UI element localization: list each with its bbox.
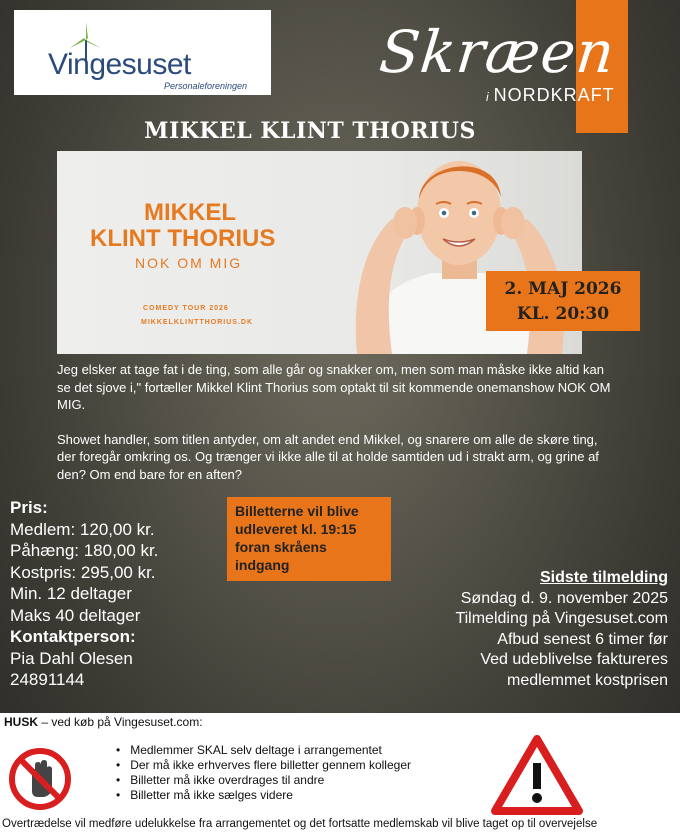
skraen-logo-subtitle (486, 85, 615, 106)
banner-line-3: NOK OM MIG (135, 255, 243, 271)
deadline-date: Søndag d. 9. november 2025 (460, 589, 668, 607)
event-date-box (486, 271, 640, 331)
banner-line-5: MIKKELKLINTTHORIUS.DK (141, 319, 253, 326)
skraen-logo-nordkraft: NORDKRAFT (493, 85, 615, 105)
cancel-info: Afbud senest 6 timer før (497, 630, 668, 648)
warning-icon (491, 735, 583, 815)
pricing-heading: Pris: (10, 498, 48, 517)
husk-rules-list (116, 743, 411, 803)
husk-rule: • Medlemmer SKAL selv deltage i arrangementet (116, 743, 411, 758)
noshow-info-1: Ved udeblivelse faktureres (480, 651, 668, 668)
price-companion: Påhæng: 180,00 kr. (10, 541, 159, 560)
deadline-info (455, 568, 668, 691)
event-title: MIKKEL KLINT THORIUS (144, 118, 476, 144)
skraen-logo: Skræen (376, 18, 619, 86)
stop-hand-icon (8, 747, 72, 811)
price-member: Medlem: 120,00 kr. (10, 519, 155, 539)
banner-line-2: KLINT THORIUS (90, 225, 276, 252)
husk-footer: Overtrædelse vil medføre udelukkelse fra arrangementet og det fortsatte medlemskab vil blive taget op til overvejelse (2, 818, 598, 830)
husk-section (0, 713, 680, 832)
pricing-info (10, 497, 158, 691)
contact-name: Pia Dahl Olesen (10, 648, 133, 668)
husk-rule: • Billetter må ikke sælges videre (116, 788, 411, 803)
event-time: KL. 20:30 (516, 304, 610, 324)
description-paragraph-2: Showet handler, som titlen antyder, om alt andet end Mikkel, og snarere om alle de skøre ting, der foregår omkring os. Og trænger vi ikke alle til at holde samtiden ud i strakt arm, og grine af den? Om end bare for en aften? (57, 431, 599, 482)
husk-title (4, 715, 203, 729)
vingesuset-logo (14, 10, 271, 95)
max-participants: Maks 40 deltager (10, 605, 141, 625)
contact-phone: 24891144 (10, 670, 85, 689)
price-cost: Kostpris: 295,00 kr. (10, 562, 156, 582)
vingesuset-logo-subtitle: Personaleforeningen (164, 81, 248, 91)
event-description (57, 361, 617, 500)
description-paragraph-1: Jeg elsker at tage fat i de ting, som alle går og snakker om, men som man måske ikke altid kan se det sjove i," fortæller Mikkel Klint Thorius som optakt til sit kommende onemanshow NOK OM MIG. (57, 362, 611, 412)
banner-line-4: COMEDY TOUR 2026 (143, 305, 229, 312)
noshow-info-2: medlemmet kostprisen (507, 671, 668, 689)
ticket-pickup-box: Billetterne vil blive udleveret kl. 19:15 foran skråens indgang (227, 497, 391, 581)
contact-heading: Kontaktperson: (10, 627, 136, 646)
deadline-heading: Sidste tilmelding (539, 569, 668, 586)
signup-info: Tilmelding på Vingesuset.com (455, 610, 668, 627)
min-participants: Min. 12 deltager (10, 584, 132, 603)
husk-title-bold: HUSK (4, 715, 39, 729)
banner-line-1: MIKKEL (144, 199, 236, 226)
vingesuset-logo-name: Vingesuset (48, 48, 191, 81)
husk-title-rest: – ved køb på Vingesuset.com: (38, 715, 203, 729)
event-date: 2. MAJ 2026 (504, 279, 622, 299)
husk-rule: • Billetter må ikke overdrages til andre (116, 773, 411, 788)
husk-rule: • Der må ikke erhverves flere billetter gennem kolleger (116, 758, 411, 773)
skraen-logo-i: i (486, 90, 490, 104)
